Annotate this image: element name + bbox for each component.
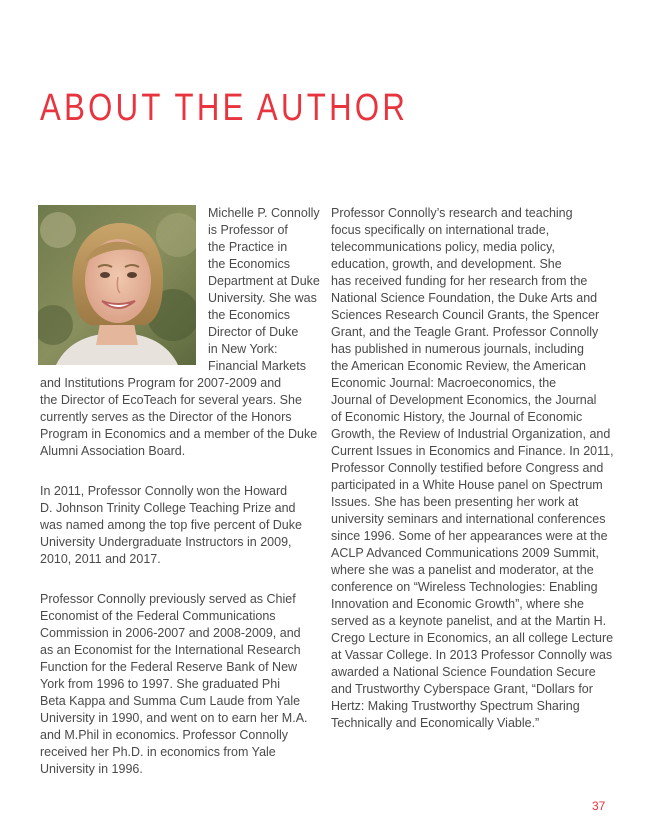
left-text-line: 2010, 2011 and 2017. bbox=[40, 552, 161, 566]
left-text-line: and M.Phil in economics. Professor Connolly bbox=[40, 728, 289, 742]
left-text-line: University Undergraduate Instructors in 2009, bbox=[40, 535, 292, 549]
right-text-line: has published in numerous journals, including bbox=[331, 342, 584, 356]
left-text-line: the Economics bbox=[208, 257, 290, 271]
right-text-line: Hertz: Making Trustworthy Spectrum Sharing bbox=[331, 699, 580, 713]
author-photo bbox=[38, 205, 196, 365]
right-text-line: telecommunications policy, media policy, bbox=[331, 240, 555, 254]
left-text-line: Michelle P. Connolly bbox=[208, 206, 320, 220]
page-title: ABOUT THE AUTHOR bbox=[40, 87, 409, 129]
left-text-line: University in 1990, and went on to earn her M.A. bbox=[40, 711, 308, 725]
left-text-line: Professor Connolly previously served as Chief bbox=[40, 592, 296, 606]
right-text-line: Current Issues in Economics and Finance. In 2011, bbox=[331, 444, 614, 458]
right-text-line: Professor Connolly testified before Congress and bbox=[331, 461, 604, 475]
right-text-line: education, growth, and development. She bbox=[331, 257, 562, 271]
left-text-line: Department at Duke bbox=[208, 274, 320, 288]
right-text-line: Technically and Economically Viable.” bbox=[331, 716, 540, 730]
right-text-line: has received funding for her research from the bbox=[331, 274, 588, 288]
left-text-line: Commission in 2006-2007 and 2008-2009, and bbox=[40, 626, 301, 640]
right-text-line: Growth, the Review of Industrial Organization, and bbox=[331, 427, 611, 441]
right-text-line: and Trustworthy Cyberspace Grant, “Dollars for bbox=[331, 682, 593, 696]
right-text-line: Professor Connolly’s research and teaching bbox=[331, 206, 573, 220]
left-text-line: as an Economist for the International Research bbox=[40, 643, 301, 657]
right-text-line: participated in a White House panel on Spectrum bbox=[331, 478, 603, 492]
left-text-line: Financial Markets bbox=[208, 359, 306, 373]
right-text-line: awarded a National Science Foundation Secure bbox=[331, 665, 596, 679]
left-text-line: is Professor of bbox=[208, 223, 288, 237]
left-text-line: In 2011, Professor Connolly won the Howard bbox=[40, 484, 288, 498]
right-text-line: Sciences Research Council Grants, the Spencer bbox=[331, 308, 600, 322]
left-text-line: Program in Economics and a member of the Duke bbox=[40, 427, 318, 441]
right-text-line: Journal of Development Economics, the Journal bbox=[331, 393, 597, 407]
left-text-line: the Director of EcoTeach for several years. She bbox=[40, 393, 302, 407]
right-text-line: National Science Foundation, the Duke Arts and bbox=[331, 291, 598, 305]
right-text-line: focus specifically on international trade, bbox=[331, 223, 550, 237]
left-text-line: the Economics bbox=[208, 308, 290, 322]
left-text-line: Economist of the Federal Communications bbox=[40, 609, 276, 623]
left-text-line: University. She was bbox=[208, 291, 317, 305]
left-text-line: University in 1996. bbox=[40, 762, 143, 776]
left-text-line: in New York: bbox=[208, 342, 278, 356]
right-text-line: at Vassar College. In 2013 Professor Connolly was bbox=[331, 648, 613, 662]
right-text-line: Innovation and Economic Growth”, where she bbox=[331, 597, 584, 611]
left-text-line: and Institutions Program for 2007-2009 and bbox=[40, 376, 282, 390]
right-text-line: since 1996. Some of her appearances were at the bbox=[331, 529, 608, 543]
right-text-line: of Economic History, the Journal of Economic bbox=[331, 410, 583, 424]
right-text-line: served as a keynote panelist, and at the Martin H. bbox=[331, 614, 607, 628]
left-text-line: Function for the Federal Reserve Bank of New bbox=[40, 660, 298, 674]
left-text-line: was named among the top five percent of Duke bbox=[40, 518, 302, 532]
left-text-line: currently serves as the Director of the Honors bbox=[40, 410, 292, 424]
right-text-line: the American Economic Review, the American bbox=[331, 359, 586, 373]
left-text-line: D. Johnson Trinity College Teaching Prize and bbox=[40, 501, 296, 515]
right-text-line: Crego Lecture in Economics, an all college Lecture bbox=[331, 631, 614, 645]
left-text-line: received her Ph.D. in economics from Yale bbox=[40, 745, 276, 759]
left-text-line: the Practice in bbox=[208, 240, 288, 254]
page-number: 37 bbox=[592, 799, 606, 813]
left-text-line: Director of Duke bbox=[208, 325, 299, 339]
right-text-line: conference on “Wireless Technologies: Enabling bbox=[331, 580, 598, 594]
left-text-line: Beta Kappa and Summa Cum Laude from Yale bbox=[40, 694, 301, 708]
right-text-line: where she was a panelist and moderator, at the bbox=[331, 563, 594, 577]
left-text-line: Alumni Association Board. bbox=[40, 444, 186, 458]
right-text-line: Issues. She has been presenting her work at bbox=[331, 495, 579, 509]
right-text-line: Grant, and the Teagle Grant. Professor Connolly bbox=[331, 325, 599, 339]
right-text-line: university seminars and international conferences bbox=[331, 512, 606, 526]
right-text-line: Economic Journal: Macroeconomics, the bbox=[331, 376, 557, 390]
left-text-line: York from 1996 to 1997. She graduated Phi bbox=[40, 677, 280, 691]
right-text-line: ACLP Advanced Communications 2009 Summit, bbox=[331, 546, 599, 560]
